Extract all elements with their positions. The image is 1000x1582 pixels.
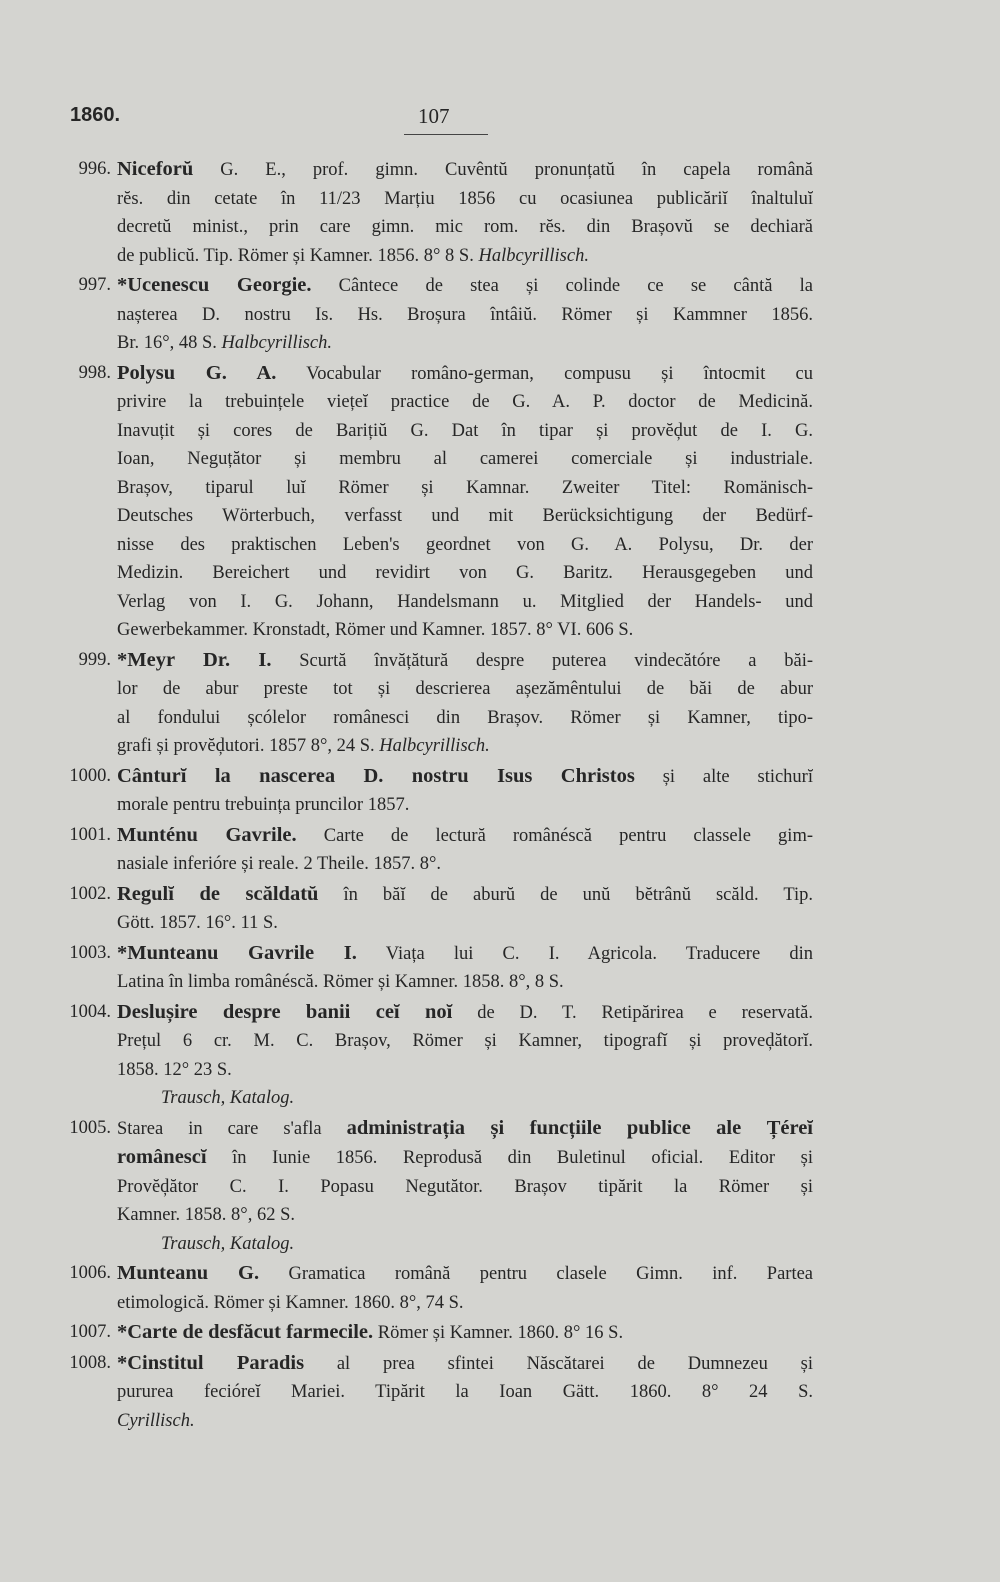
entry-text: de D. T. Retipărirea e reservată. <box>452 1002 813 1023</box>
entry-line <box>117 417 813 446</box>
entry-text: Halbcyrillisch. <box>478 245 589 266</box>
entry-text: Deutsches Wörterbuch, verfasst und mit Berücksichtigung der Bedürf- <box>117 506 813 526</box>
entry-text: de publicŭ. Tip. Römer și Kamner. 1856. 8° 8 S. <box>117 245 479 266</box>
entry-text: Halbcyrillisch. <box>379 736 490 756</box>
entry-text: Gött. 1857. 16°. 11 S. <box>117 913 278 933</box>
entry-text: lor de abur preste tot și descrierea așezămêntului de băi de abur <box>117 679 813 699</box>
entry-line <box>117 445 813 474</box>
entry-text: privire la trebuințele viețeĭ practice de G. A. P. doctor de Medicină. <box>117 392 813 412</box>
entry-line <box>117 213 813 242</box>
entry-text: Scurtă învățătură despre puterea vindecătóre a băi- <box>271 650 813 671</box>
entry-number: 1003. <box>69 942 111 963</box>
entry-number: 1002. <box>69 883 111 904</box>
entry-text: Viața lui C. I. Agricola. Traducere din <box>356 943 813 964</box>
entry-line <box>117 821 813 851</box>
entry-line <box>117 1114 813 1144</box>
entry-title: românescĭ <box>117 1146 207 1168</box>
entry-line <box>117 1056 813 1085</box>
bibliography-entries <box>0 155 1000 1436</box>
entry-number: 998. <box>78 362 111 383</box>
bibliography-entry <box>78 155 813 270</box>
entry-line <box>117 301 813 330</box>
bibliography-entry <box>78 271 813 358</box>
entry-text: Ioan, Neguțător și membru al camerei comerciale și industriale. <box>117 449 813 469</box>
entry-title: Cânturĭ la nascerea D. nostru Isus Christos <box>117 764 635 787</box>
bibliography-entry <box>69 1318 813 1348</box>
entry-line <box>117 968 813 997</box>
entry-number: 1001. <box>69 824 111 845</box>
entry-line <box>117 1407 813 1436</box>
entry-title: Regulĭ de scăldatŭ <box>117 882 319 905</box>
page-header-year: 1860. <box>70 104 121 126</box>
entry-text: Latina în limba românéscă. Römer și Kamner. 1858. 8°, 8 S. <box>117 972 564 992</box>
bibliography-entry <box>69 939 813 997</box>
entry-text: Prețul 6 cr. M. C. Brașov, Römer și Kamner, tipografĭ și proveḑătorĭ. <box>117 1031 813 1051</box>
entry-line <box>117 1289 813 1318</box>
bibliography-entry <box>69 1114 813 1259</box>
entry-line <box>117 588 813 617</box>
entry-text: etimologică. Römer și Kamner. 1860. 8°, 74 S. <box>117 1292 464 1313</box>
entry-text: nasiale inferióre și reale. 2 Theile. 1857. 8°. <box>117 854 442 874</box>
entry-text: Cyrillisch. <box>117 1410 195 1431</box>
entry-title: *Ucenescu Georgie. <box>117 274 312 296</box>
entry-source: Trausch, Katalog. <box>161 1233 295 1254</box>
entry-line <box>117 155 813 185</box>
entry-line <box>117 850 813 879</box>
entry-line <box>117 388 813 417</box>
entry-line <box>117 880 813 910</box>
page-number: 107 <box>418 104 450 128</box>
entry-text: Cântece de stea și colinde ce se cântă la <box>311 276 813 296</box>
entry-line <box>117 271 813 301</box>
entry-line <box>117 502 813 531</box>
entry-title: *Carte de desfăcut farmecile. <box>117 1321 374 1343</box>
entry-title: Munténu Gavrile. <box>117 823 297 846</box>
entry-text: nisse des praktischen Leben's geordnet von G. A. Polysu, Dr. der <box>117 534 813 555</box>
entry-text: în Iunie 1856. Reprodusă din Buletinul oficial. Editor și <box>206 1148 813 1168</box>
entry-text: 1858. 12° 23 S. <box>117 1059 232 1080</box>
bibliography-entry <box>69 762 813 820</box>
entry-line <box>117 939 813 969</box>
entry-number: 1008. <box>69 1352 111 1373</box>
entry-text: al prea sfintei Născătarei de Dumnezeu și <box>304 1353 813 1374</box>
entry-line <box>117 762 813 792</box>
bibliography-entry <box>69 1349 813 1436</box>
entry-text: Halbcyrillisch. <box>221 333 333 353</box>
entry-line <box>117 1318 813 1348</box>
entry-line <box>117 998 813 1028</box>
entry-line <box>117 1378 813 1407</box>
entry-text: G. E., prof. gimn. Cuvêntŭ pronunțatŭ în capela română <box>193 160 813 180</box>
entry-text: în băĭ de aburŭ de unŭ bĕtrânŭ scăld. Tip. <box>318 884 813 905</box>
entry-line <box>117 616 813 645</box>
entry-line <box>117 732 813 761</box>
entry-line <box>117 1259 813 1289</box>
entry-line <box>117 1027 813 1056</box>
entry-line <box>117 185 813 214</box>
bibliography-entry <box>78 359 814 645</box>
entry-text: Provĕḑător C. I. Popasu Negutător. Brașov tipărit la Römer și <box>117 1176 813 1197</box>
entry-line <box>117 329 813 358</box>
entry-title: Niceforŭ <box>117 158 194 180</box>
entry-line <box>117 1143 813 1173</box>
entry-title: administrația și funcțiile publice ale Țéreĭ <box>346 1116 813 1139</box>
entry-line <box>117 646 813 676</box>
entry-text: Medizin. Bereichert und revidirt von G. Baritz. Herausgegeben und <box>117 563 813 583</box>
entry-line <box>117 1349 813 1379</box>
entry-number: 999. <box>78 649 111 670</box>
entry-text: Brașov, tiparul luĭ Römer și Kamnar. Zweiter Titel: Romänisch- <box>117 477 813 498</box>
entry-text: decretŭ minist., prin care gimn. mic rom. rĕs. din Brașovŭ se dechiară <box>117 217 813 237</box>
entry-text: grafi și provĕḑutori. 1857 8°, 24 S. <box>117 736 380 756</box>
entry-number: 1007. <box>69 1322 111 1342</box>
entry-title: Munteanu G. <box>117 1262 260 1284</box>
entry-line <box>117 675 813 704</box>
entry-number: 1004. <box>69 1001 111 1022</box>
entry-line <box>117 909 813 938</box>
entry-line <box>117 474 813 503</box>
entry-text: pururea fecióreĭ Mariei. Tipărit la Ioan Gätt. 1860. 8° 24 S. <box>117 1382 813 1402</box>
entry-line <box>117 791 813 820</box>
entry-number: 996. <box>78 159 111 179</box>
entry-number: 1006. <box>69 1263 111 1283</box>
entry-title: *Meyr Dr. I. <box>117 648 272 671</box>
entry-text: Römer și Kamner. 1860. 8° 16 S. <box>373 1323 624 1343</box>
entry-text: Br. 16°, 48 S. <box>117 333 222 353</box>
bibliography-entry <box>69 821 813 879</box>
entry-text: al fondului șcólelor românesci din Brașov. Römer și Kamner, tipo- <box>117 707 813 728</box>
bibliography-entry <box>69 998 813 1113</box>
entry-title: *Munteanu Gavrile I. <box>117 941 357 964</box>
entry-number: 997. <box>78 275 111 295</box>
entry-text: Starea in care s'afla <box>117 1118 347 1139</box>
entry-text: morale pentru trebuința pruncilor 1857. <box>117 795 410 815</box>
header-rule <box>404 134 488 135</box>
entry-number: 1005. <box>69 1117 111 1138</box>
entry-line <box>117 1173 813 1202</box>
entry-text: Verlag von I. G. Johann, Handelsmann u. Mitglied der Handels- und <box>117 591 813 612</box>
entry-title: Polysu G. A. <box>117 361 277 384</box>
bibliography-entry <box>69 880 813 938</box>
entry-text: Vocabular româno-german, compusu și întocmit cu <box>276 363 814 384</box>
entry-text: Carte de lectură românéscă pentru classele gim- <box>296 825 813 846</box>
entry-text: și alte stichurĭ <box>634 766 813 787</box>
entry-source: Trausch, Katalog. <box>161 1088 295 1108</box>
bibliography-entry <box>69 1259 814 1317</box>
entry-text: Gewerbekammer. Kronstadt, Römer und Kamner. 1857. 8° VI. 606 S. <box>117 620 634 640</box>
entry-line <box>117 704 813 733</box>
entry-number: 1000. <box>69 765 111 786</box>
entry-text: nașterea D. nostru Is. Hs. Broșura întâiŭ. Römer și Kammner 1856. <box>117 304 813 325</box>
entry-line <box>117 359 813 389</box>
entry-line <box>117 531 813 560</box>
entry-title: *Cinstitul Paradis <box>117 1351 305 1374</box>
entry-title: Deslușire despre banii ceĭ noĭ <box>117 1000 453 1023</box>
bibliography-entry <box>78 646 813 761</box>
entry-line <box>117 559 813 588</box>
entry-line <box>117 242 813 271</box>
entry-text: Inavuțit și cores de Barițiŭ G. Dat în tipar și provĕḑut de I. G. <box>117 420 813 441</box>
entry-text: Gramatica română pentru clasele Gimn. inf. Partea <box>259 1264 814 1284</box>
entry-text: rĕs. din cetate în 11/23 Marțiu 1856 cu ocasiunea publicăriĭ înaltuluĭ <box>117 188 813 209</box>
entry-line <box>117 1201 813 1230</box>
entry-text: Kamner. 1858. 8°, 62 S. <box>117 1205 295 1225</box>
